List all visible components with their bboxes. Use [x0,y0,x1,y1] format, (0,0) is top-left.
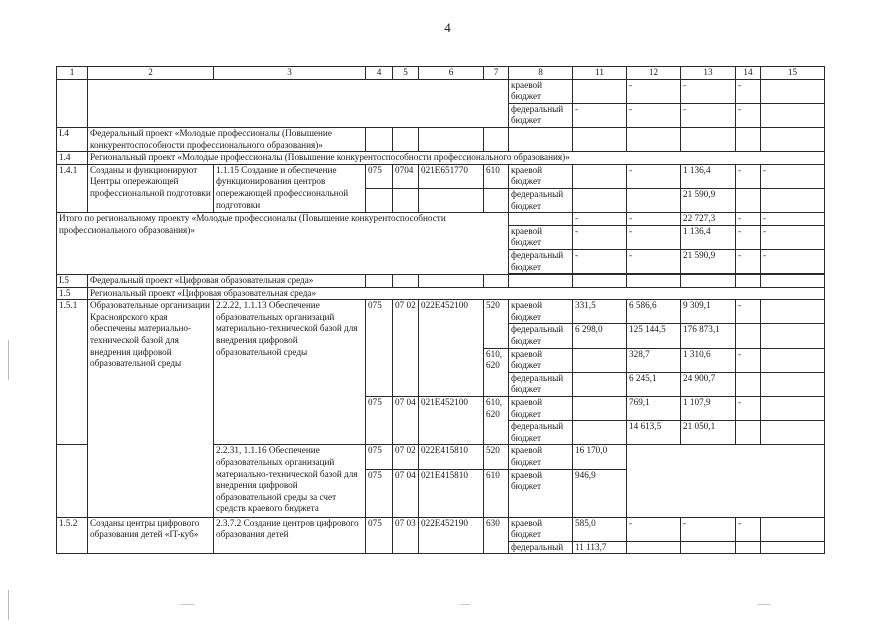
value-cell: 125 144,5 [627,324,681,348]
code-cell: 610 [484,469,509,517]
value-cell: 21 590,9 [681,249,736,273]
value-cell [736,541,761,554]
header-col-12: 12 [627,67,681,80]
value-cell: - [573,249,627,273]
header-col-3: 3 [214,67,366,80]
code-cell: 610 [484,164,509,188]
code-cell: 022E415810 [419,445,484,469]
value-cell: - [573,213,627,226]
value-cell: - [736,517,761,541]
code-cell: 0704 [393,164,419,188]
header-col-15: 15 [761,67,825,80]
value-cell [573,372,627,396]
value-cell: 14 613,5 [627,421,681,445]
budget-type-cell [509,213,573,226]
row-number-cell: 1.5 [57,287,88,300]
cell [761,127,825,151]
table-row [57,127,825,151]
value-cell [627,445,825,517]
budget-type-cell: краевой бюджет [509,164,573,188]
code-cell: 610, 620 [484,397,509,445]
project-title-cell: Региональный проект «Молодые профессионалы (Повышение конкурентоспособности профессионального образования)» [88,152,825,165]
value-cell [761,324,825,348]
event-cell: 1.1.15 Создание и обеспечение функционирования центров опережающей профессиональной подготовки [214,164,366,212]
code-cell: 07 03 [393,517,419,554]
header-col-8: 8 [509,67,573,80]
value-cell: - [627,249,681,273]
value-cell: 9 309,1 [681,300,736,324]
budget-type-cell: федеральный бюджет [509,188,573,212]
budget-type-cell: краевой бюджет [509,300,573,324]
row-number-cell: 1.5.1 [57,300,88,445]
row-number-cell: 1.5.2 [57,517,88,554]
table-row [57,213,825,226]
value-cell: 24 900,7 [681,372,736,396]
code-cell: 07 04 [393,397,419,445]
value-cell: - [761,225,825,249]
code-cell [419,188,484,212]
budget-type-cell: краевой бюджет [509,469,573,517]
value-cell: 331,5 [573,300,627,324]
table-row [57,300,825,324]
code-cell [393,188,419,212]
value-cell: 11 113,7 [573,541,627,554]
cell [573,275,627,288]
budget-type-cell: краевой бюджет [509,397,573,421]
code-cell: 021E452100 [419,397,484,445]
code-cell: 07 04 [393,469,419,517]
code-cell: 07 02 [393,445,419,469]
value-cell: - [736,213,761,226]
code-cell: 022E452100 [419,300,484,397]
code-cell: 022E452190 [419,517,484,554]
header-col-11: 11 [573,67,627,80]
code-cell: 075 [366,164,393,188]
value-cell [573,397,627,421]
value-cell: - [573,103,627,127]
value-cell: 769,1 [627,397,681,421]
value-cell: - [736,397,761,421]
header-col-4: 4 [366,67,393,80]
financing-table [56,66,825,554]
scan-speck [460,604,470,605]
cell [366,275,393,288]
value-cell: 21 590,9 [681,188,736,212]
value-cell [573,79,627,103]
code-cell: 021E651770 [419,164,484,188]
budget-type-cell: федеральный [509,541,573,554]
cell [736,127,761,151]
code-cell: 075 [366,397,393,445]
value-cell [761,421,825,445]
row-number-cell: I.5 [57,275,88,288]
table-row [57,164,825,188]
result-cell: Созданы центры цифрового образования детей «IT-куб» [88,517,214,554]
budget-type-cell: федеральный бюджет [509,249,573,273]
value-cell: 16 170,0 [573,445,627,469]
value-cell: - [761,213,825,226]
header-col-6: 6 [419,67,484,80]
value-cell: - [736,225,761,249]
cell [484,127,509,151]
code-cell: 021E415810 [419,469,484,517]
value-cell [573,348,627,372]
code-cell: 630 [484,517,509,554]
value-cell [761,372,825,396]
value-cell [761,188,825,212]
cell [573,127,627,151]
value-cell: 6 245,1 [627,372,681,396]
cell [627,275,681,288]
header-col-1: 1 [57,67,88,80]
value-cell: - [627,517,681,541]
value-cell [761,397,825,421]
scan-mark [8,340,9,380]
cell [88,79,509,127]
value-cell: 328,7 [627,348,681,372]
budget-type-cell: краевой бюджет [509,225,573,249]
value-cell: 176 873,1 [681,324,736,348]
cell [366,127,393,151]
value-cell [761,348,825,372]
cell [761,275,825,288]
event-cell: 2.3.7.2 Создание центров цифрового образования детей [214,517,366,554]
value-cell [736,372,761,396]
value-cell [736,421,761,445]
value-cell [736,324,761,348]
table-row [57,275,825,288]
cell [681,275,736,288]
table-row [57,79,825,103]
value-cell [627,541,681,554]
value-cell: - [627,164,681,188]
value-cell [761,103,825,127]
budget-type-cell: федеральный бюджет [509,103,573,127]
code-cell [366,188,393,212]
value-cell [761,79,825,103]
value-cell: - [761,249,825,273]
value-cell: - [681,103,736,127]
value-cell: 946,9 [573,469,627,517]
budget-type-cell: краевой бюджет [509,517,573,541]
cell [419,127,484,151]
value-cell [573,421,627,445]
value-cell: - [736,249,761,273]
cell [393,275,419,288]
event-cell: 2.2.31, 1.1.16 Обеспечение образовательных организаций материально-технической базой для внедрения цифровой образовательной среды за счет средств краевого бюджета [214,445,366,517]
row-number-cell [57,445,88,517]
value-cell: - [627,213,681,226]
value-cell [761,300,825,324]
code-cell: 075 [366,517,393,554]
code-cell: 075 [366,445,393,469]
result-cell: Образовательные организации Красноярского края обеспечены материально-технической базой для внедрения цифровой образовательной среды [88,300,214,517]
value-cell: 21 050,1 [681,421,736,445]
value-cell: 6 586,6 [627,300,681,324]
budget-type-cell: федеральный бюджет [509,324,573,348]
code-cell: 520 [484,445,509,469]
value-cell: 585,0 [573,517,627,541]
cell [509,127,573,151]
code-cell: 520 [484,300,509,348]
value-cell: - [627,225,681,249]
cell [736,275,761,288]
header-col-14: 14 [736,67,761,80]
value-cell: - [736,103,761,127]
value-cell: - [736,300,761,324]
code-cell: 07 02 [393,300,419,397]
value-cell: 1 310,6 [681,348,736,372]
row-number-cell: 1.4.1 [57,164,88,212]
cell [681,127,736,151]
table-row [57,152,825,165]
value-cell: - [627,103,681,127]
budget-type-cell: краевой бюджет [509,79,573,103]
value-cell: 1 107,9 [681,397,736,421]
value-cell: 22 727,3 [681,213,736,226]
value-cell: - [736,79,761,103]
value-cell [736,188,761,212]
table-row [57,287,825,300]
value-cell [761,541,825,554]
value-cell [627,188,681,212]
code-cell: 610, 620 [484,348,509,396]
row-number-cell: 1.4 [57,152,88,165]
code-cell: 075 [366,300,393,397]
header-col-2: 2 [88,67,214,80]
value-cell: - [627,79,681,103]
cell [419,275,484,288]
header-col-5: 5 [393,67,419,80]
event-cell: 2.2.22, 1.1.13 Обеспечение образовательных организаций материально-технической базой для внедрения цифровой образовательной среды [214,300,366,445]
budget-type-cell: федеральный бюджет [509,421,573,445]
budget-type-cell: федеральный бюджет [509,372,573,396]
cell [484,275,509,288]
value-cell: 6 298,0 [573,324,627,348]
header-col-7: 7 [484,67,509,80]
scan-speck [758,604,770,605]
total-label-cell: Итого по региональному проекту «Молодые профессионалы (Повышение конкурентоспособности профессионального образования)» [57,213,509,275]
header-col-13: 13 [681,67,736,80]
value-cell [761,517,825,541]
value-cell: - [681,79,736,103]
value-cell: - [736,164,761,188]
value-cell: 1 136,4 [681,164,736,188]
cell [393,127,419,151]
cell [509,275,573,288]
project-title-cell: Федеральный проект «Цифровая образовательная среда» [88,275,366,288]
table-row [57,517,825,541]
value-cell: - [573,225,627,249]
code-cell [484,188,509,212]
budget-type-cell: краевой бюджет [509,445,573,469]
result-cell: Созданы и функционируют Центры опережающей профессиональной подготовки [88,164,214,212]
cell [57,79,88,127]
row-number-cell: I.4 [57,127,88,151]
value-cell [573,164,627,188]
value-cell: 1 136,4 [681,225,736,249]
project-title-cell: Федеральный проект «Молодые профессионалы (Повышение конкурентоспособности профессионального образования)» [88,127,366,151]
value-cell [681,541,736,554]
value-cell: - [736,348,761,372]
project-title-cell: Региональный проект «Цифровая образовательная среда» [88,287,825,300]
value-cell: - [681,517,736,541]
budget-type-cell: краевой бюджет [509,348,573,372]
scan-mark [8,590,9,620]
value-cell: - [761,164,825,188]
scan-speck [180,604,194,605]
value-cell [573,188,627,212]
cell [627,127,681,151]
header-row [57,67,825,80]
page-number: 4 [444,20,451,35]
code-cell: 075 [366,469,393,517]
